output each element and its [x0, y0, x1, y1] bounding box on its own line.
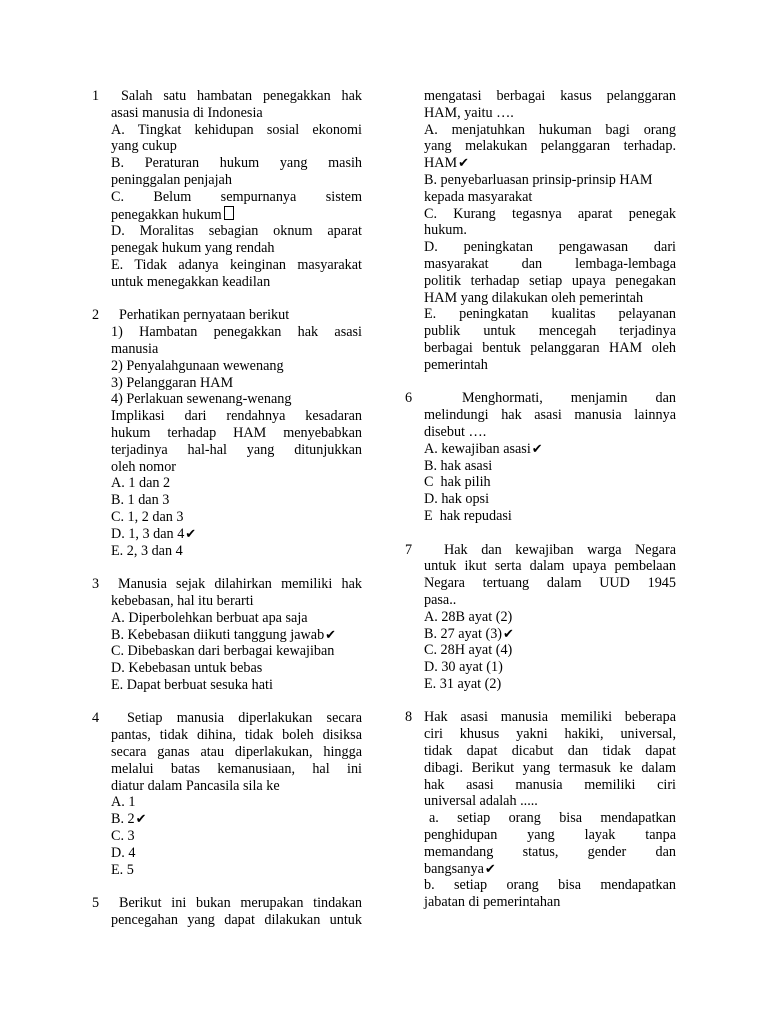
option-c: C. 3 [111, 828, 135, 845]
implication-text: Implikasi dari rendahnya kesadaran [111, 408, 362, 425]
check-mark-icon: ✔ [325, 626, 337, 642]
option-a-cont: penghidupan yang layak tanpa [424, 827, 676, 844]
option-a: A. Tingkat kehidupan sosial ekonomi [111, 121, 362, 138]
question-stem: Negara tertuang dalam UUD 1945 [424, 575, 676, 592]
option-e-cont: publik untuk mencegah terjadinya [424, 323, 676, 340]
option-e: E. 2, 3 dan 4 [111, 542, 183, 559]
question-stem: HAM, yaitu …. [424, 104, 514, 121]
option-d: D. Moralitas sebagian oknum aparat [111, 223, 362, 240]
check-mark-icon: ✔ [484, 860, 496, 876]
option-d: D. Kebebasan untuk bebas [111, 660, 263, 677]
question-number: 6 [405, 390, 413, 407]
option-e: E hak repudasi [424, 507, 512, 524]
question-5 [92, 895, 362, 929]
option-a-cont: HAM✔ [424, 155, 470, 172]
question-stem: tidak dapat dicabut dan tidak dapat [424, 743, 676, 760]
option-d-cont: HAM yang dilakukan oleh pemerintah [424, 289, 644, 306]
question-stem: ciri khusus yakni hakiki, universal, [424, 726, 676, 743]
question-number: 8 [405, 709, 413, 726]
implication-text: hukum terhadap HAM menyebabkan [111, 424, 362, 441]
option-b-cont: kepada masyarakat [424, 188, 533, 205]
question-number: 3 [92, 576, 100, 593]
left-column [92, 88, 362, 929]
option-a: A. kewajiban asasi✔ [424, 440, 543, 457]
check-mark-icon: ✔ [458, 155, 470, 171]
statement-3: 3) Pelanggaran HAM [111, 374, 234, 391]
question-number: 2 [92, 307, 100, 324]
question-number: 5 [92, 895, 100, 912]
question-stem: pantas, tidak dihina, tidak boleh disiksa [111, 727, 362, 744]
statement-1-cont: manusia [111, 340, 159, 357]
option-c: C. 28H ayat (4) [424, 642, 513, 659]
option-e: E. 5 [111, 861, 134, 878]
option-e: E. peningkatan kualitas pelayanan [424, 306, 676, 323]
question-number: 4 [92, 710, 100, 727]
question-stem: kebebasan, hal itu berarti [111, 592, 254, 609]
option-a-cont: yang melakukan pelanggaran terhadap. [424, 138, 676, 155]
question-stem: pencegahan yang dapat dilakukan untuk [111, 912, 362, 929]
question-stem: secara ganas atau diperlakukan, hingga [111, 744, 362, 761]
option-b: B. penyebarluasan prinsip-prinsip HAM [424, 171, 653, 188]
question-5-continued [405, 88, 676, 374]
option-a: A. menjatuhkan hukuman bagi orang [424, 121, 676, 138]
question-stem: Hak dan kewajiban warga Negara [444, 541, 676, 558]
missing-glyph-box-icon [224, 206, 234, 220]
check-mark-icon: ✔ [185, 525, 197, 541]
question-stem: Perhatikan pernyataan berikut [119, 307, 290, 324]
option-b: B. 2✔ [111, 811, 147, 828]
question-stem: Menghormati, menjamin dan [462, 390, 676, 407]
statement-2: 2) Penyalahgunaan wewenang [111, 357, 284, 374]
option-b: B. 27 ayat (3)✔ [424, 625, 514, 642]
question-stem: untuk ikut serta dalam upaya pembelaan [424, 558, 676, 575]
question-number: 7 [405, 541, 413, 558]
option-a-cont: bangsanya✔ [424, 860, 496, 877]
statement-1: 1) Hambatan penegakkan hak asasi [111, 324, 362, 341]
question-stem: dibagi. Berikut yang termasuk ke dalam [424, 759, 676, 776]
option-c: C. Belum sempurnanya sistem [111, 188, 362, 205]
option-d: D. peningkatan pengawasan dari [424, 239, 676, 256]
option-e-cont: berbagai bentuk pelanggaran HAM oleh [424, 339, 676, 356]
question-stem: mengatasi berbagai kasus pelanggaran [424, 88, 676, 104]
implication-text: terjadinya hal-hal yang ditunjukkan [111, 441, 362, 458]
question-stem: Setiap manusia diperlakukan secara [127, 710, 362, 727]
option-a: A. Diperbolehkan berbuat apa saja [111, 609, 308, 626]
option-b: B. Kebebasan diikuti tanggung jawab✔ [111, 626, 337, 643]
question-stem: melindungi hak asasi manusia lainnya [424, 407, 676, 424]
question-8 [405, 709, 676, 911]
option-e: E. 31 ayat (2) [424, 675, 502, 692]
statement-4: 4) Perlakuan sewenang-wenang [111, 391, 292, 408]
check-mark-icon: ✔ [531, 440, 543, 456]
question-6 [405, 390, 676, 524]
question-stem: melalui batas kemanusiaan, hal ini [111, 760, 362, 777]
option-c-cont: penegakkan hukum [111, 206, 362, 224]
right-column [405, 88, 676, 911]
option-c: C. Dibebaskan dari berbagai kewajiban [111, 643, 335, 660]
question-1 [92, 88, 362, 291]
implication-text: oleh nomor [111, 458, 177, 475]
option-e-cont: untuk menegakkan keadilan [111, 273, 271, 290]
option-c: C. Kurang tegasnya aparat penegak [424, 205, 676, 222]
question-stem: pasa.. [424, 591, 457, 608]
option-d: D. hak opsi [424, 491, 490, 508]
question-stem: disebut …. [424, 423, 487, 440]
option-d: D. 1, 3 dan 4✔ [111, 525, 197, 542]
option-b: B. 1 dan 3 [111, 492, 170, 509]
option-b-cont: jabatan di pemerintahan [424, 894, 561, 911]
option-d-cont: penegak hukum yang rendah [111, 240, 275, 257]
option-c: C hak pilih [424, 474, 491, 491]
question-stem: Berikut ini bukan merupakan tindakan [119, 895, 362, 912]
option-d-cont: politik terhadap setiap upaya penegakan [424, 272, 676, 289]
option-d: D. 4 [111, 844, 136, 861]
option-e: E. Tidak adanya keinginan masyarakat [111, 256, 362, 273]
question-4 [92, 710, 362, 878]
option-b: B. hak asasi [424, 457, 493, 474]
option-a: A. 1 dan 2 [111, 475, 171, 492]
question-stem: asasi manusia di Indonesia [111, 104, 263, 121]
option-a-cont: memandang status, gender dan [424, 843, 676, 860]
question-3 [92, 576, 362, 694]
check-mark-icon: ✔ [135, 811, 147, 827]
question-stem: diatur dalam Pancasila sila ke [111, 777, 280, 794]
option-a: a. setiap orang bisa mendapatkan [429, 810, 676, 827]
question-stem: Manusia sejak dilahirkan memiliki hak [118, 576, 362, 593]
question-number: 1 [92, 88, 100, 104]
option-a: A. 28B ayat (2) [424, 608, 513, 625]
question-7 [405, 542, 676, 693]
option-b-cont: peninggalan penjajah [111, 171, 232, 188]
option-d: D. 30 ayat (1) [424, 659, 503, 676]
question-stem: hak asasi manusia memiliki ciri [424, 776, 676, 793]
option-c: C. 1, 2 dan 3 [111, 508, 184, 525]
question-stem: universal adalah ..... [424, 793, 538, 810]
question-2 [92, 307, 362, 559]
option-d-cont: masyarakat dan lembaga-lembaga [424, 255, 676, 272]
option-c-cont: hukum. [424, 222, 467, 239]
question-stem: Salah satu hambatan penegakkan hak [121, 88, 362, 104]
option-b: B. Peraturan hukum yang masih [111, 155, 362, 172]
option-b: b. setiap orang bisa mendapatkan [424, 877, 676, 894]
option-e: E. Dapat berbuat sesuka hati [111, 676, 273, 693]
check-mark-icon: ✔ [503, 625, 514, 641]
option-a: A. 1 [111, 794, 136, 811]
question-stem: Hak asasi manusia memiliki beberapa [424, 709, 676, 726]
option-e-cont: pemerintah [424, 356, 488, 373]
option-a-cont: yang cukup [111, 138, 177, 155]
